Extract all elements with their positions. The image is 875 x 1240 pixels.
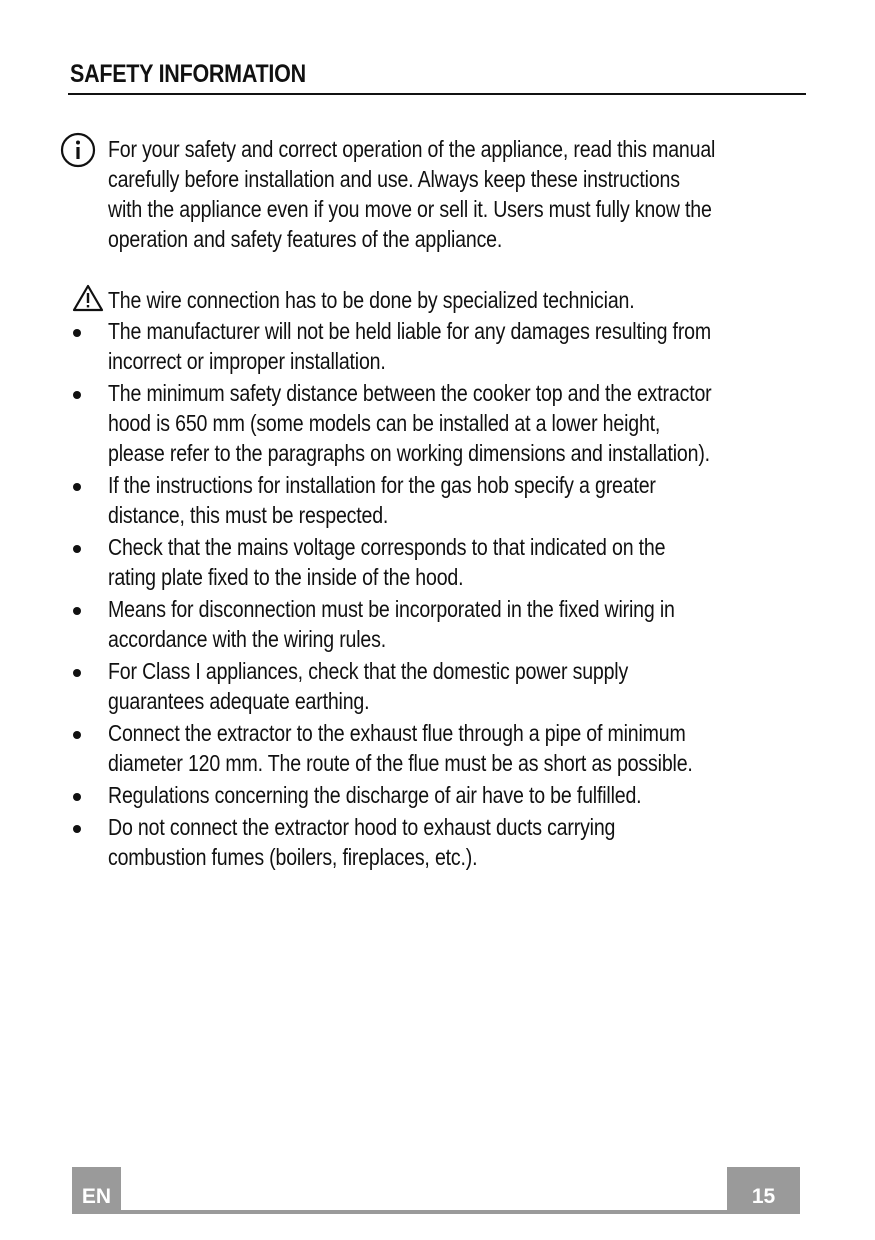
- list-item-line: accordance with the wiring rules.: [108, 626, 387, 652]
- bullet-icon: [73, 731, 81, 739]
- bullet-icon: [73, 669, 81, 677]
- list-item-line: Do not connect the extractor hood to exhaust ducts carrying: [108, 814, 616, 840]
- list-item-line: Check that the mains voltage corresponds to that indicated on the: [108, 534, 666, 560]
- bullet-icon: [73, 483, 81, 491]
- list-item: [68, 470, 818, 530]
- list-item-line: guarantees adequate earthing.: [108, 688, 370, 714]
- list-item-line: For Class I appliances, check that the domestic power supply: [108, 658, 629, 684]
- bullet-icon: [73, 793, 81, 801]
- intro-line: with the appliance even if you move or sell it. Users must fully know the: [108, 196, 712, 222]
- bullet-icon: [73, 391, 81, 399]
- page-number: 15: [727, 1167, 800, 1214]
- intro-line: For your safety and correct operation of the appliance, read this manual: [108, 136, 716, 162]
- list-item-line: rating plate fixed to the inside of the hood.: [108, 564, 464, 590]
- intro-paragraph: [108, 134, 715, 254]
- list-item-line: distance, this must be respected.: [108, 502, 389, 528]
- bullet-icon: [73, 545, 81, 553]
- title-divider: [68, 93, 806, 95]
- list-item: [68, 812, 818, 872]
- list-item-line: incorrect or improper installation.: [108, 348, 386, 374]
- list-item-line: combustion fumes (boilers, fireplaces, etc.).: [108, 844, 478, 870]
- list-item-line: If the instructions for installation for the gas hob specify a greater: [108, 472, 656, 498]
- list-item: [68, 656, 818, 716]
- intro-line: carefully before installation and use. Always keep these instructions: [108, 166, 680, 192]
- list-item: [68, 316, 818, 376]
- list-item: [68, 594, 818, 654]
- list-item: [68, 378, 818, 468]
- safety-list: [68, 316, 818, 874]
- footer-divider: [121, 1210, 727, 1214]
- list-item: [68, 532, 818, 592]
- list-item-line: Means for disconnection must be incorporated in the fixed wiring in: [108, 596, 675, 622]
- list-item-line: The manufacturer will not be held liable for any damages resulting from: [108, 318, 711, 344]
- bullet-icon: [73, 329, 81, 337]
- intro-line: operation and safety features of the appliance.: [108, 226, 503, 252]
- warning-triangle-icon: [72, 284, 104, 312]
- list-item-line: hood is 650 mm (some models can be installed at a lower height,: [108, 410, 661, 436]
- info-icon: [60, 132, 96, 168]
- bullet-icon: [73, 607, 81, 615]
- language-badge: EN: [72, 1167, 121, 1214]
- list-item-line: Connect the extractor to the exhaust flue through a pipe of minimum: [108, 720, 686, 746]
- list-item-line: diameter 120 mm. The route of the flue must be as short as possible.: [108, 750, 693, 776]
- list-item: [68, 780, 818, 810]
- list-item: [68, 718, 818, 778]
- page-title: SAFETY INFORMATION: [70, 60, 306, 88]
- bullet-icon: [73, 825, 81, 833]
- warning-text: The wire connection has to be done by specialized technician.: [108, 287, 635, 313]
- list-item-line: Regulations concerning the discharge of air have to be fulfilled.: [108, 782, 642, 808]
- list-item-line: The minimum safety distance between the cooker top and the extractor: [108, 380, 712, 406]
- list-item-line: please refer to the paragraphs on working dimensions and installation).: [108, 440, 710, 466]
